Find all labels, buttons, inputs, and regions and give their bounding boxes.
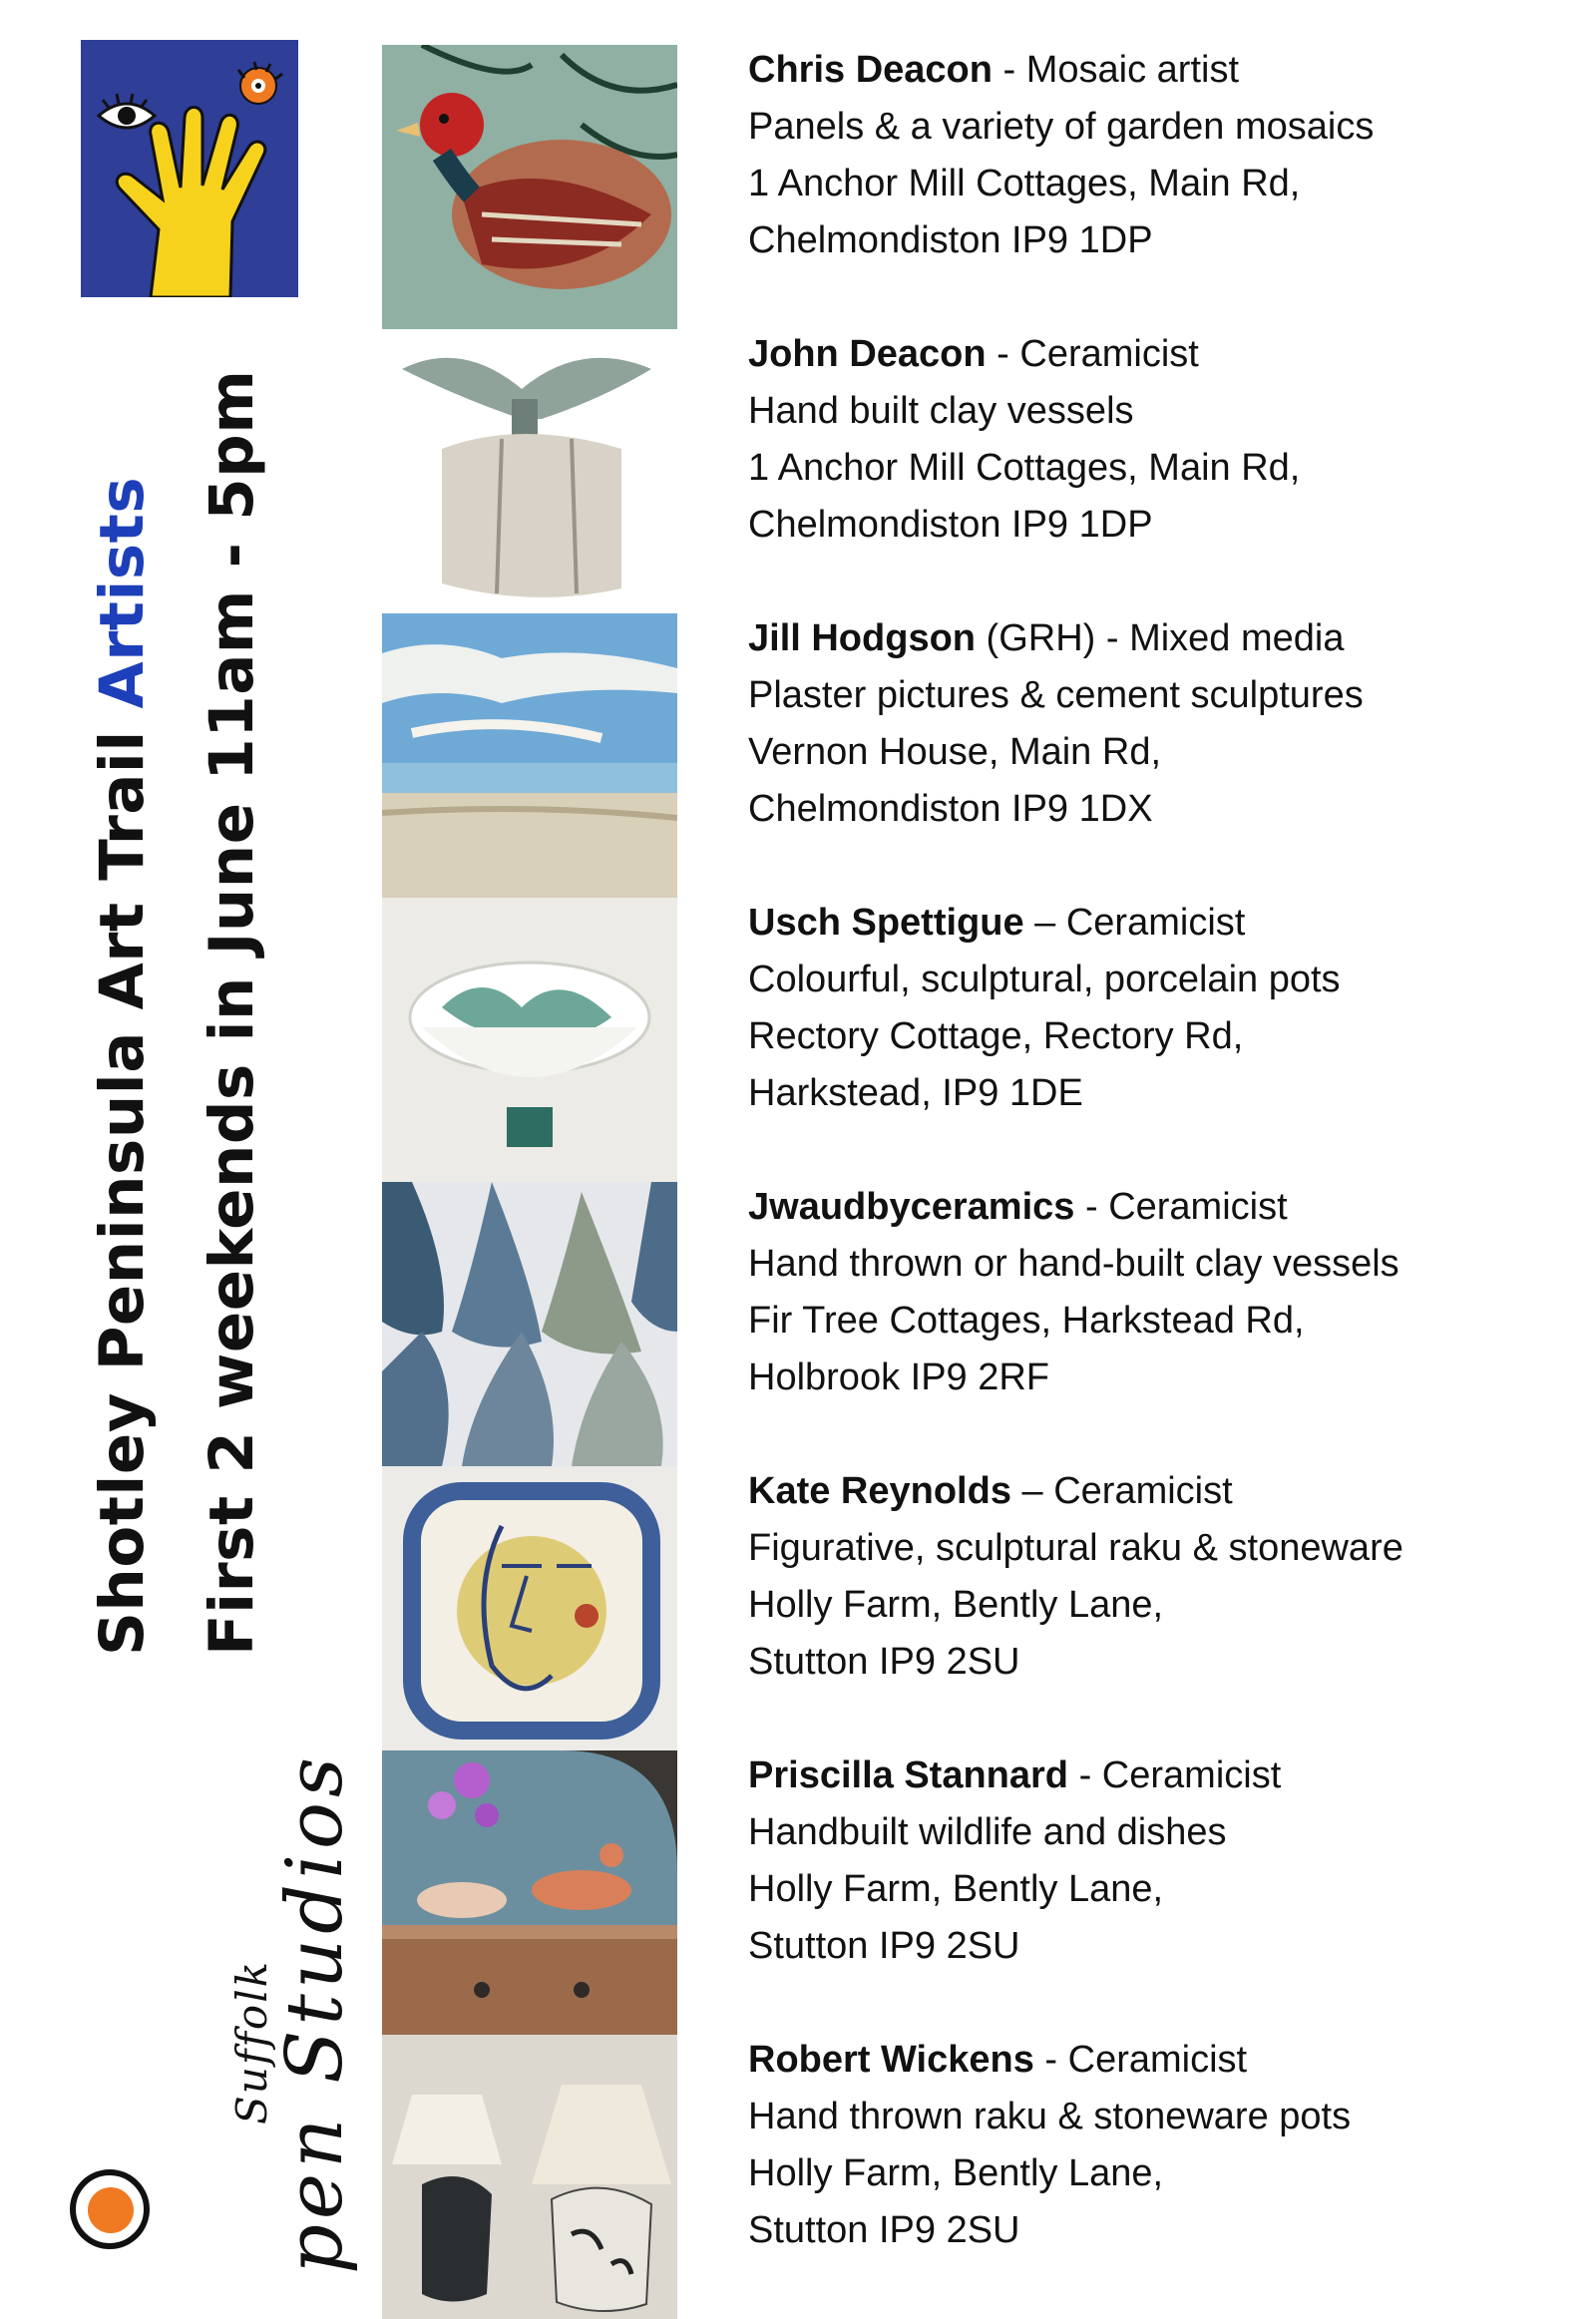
artwork-strip: [382, 45, 677, 2319]
artist-name: Jill Hodgson: [748, 617, 976, 659]
artist-postcode: Harkstead, IP9 1DE: [748, 1072, 1083, 1114]
hand-eye-icon: [81, 40, 298, 297]
artwork-mosaic-pheasant: [382, 45, 677, 329]
artist-address: Holly Farm, Bently Lane,: [748, 2152, 1164, 2194]
artist-postcode: Stutton IP9 2SU: [748, 1641, 1020, 1683]
open-studios-logo: [227, 1752, 360, 2274]
artist-description: Colourful, sculptural, porcelain pots: [748, 959, 1341, 1000]
artist-discipline: Ceramicist: [1065, 902, 1246, 944]
artist-discipline: Ceramicist: [1101, 1754, 1282, 1796]
artist-name: Chris Deacon: [748, 49, 993, 91]
studios-small-text: Suffolk: [227, 1959, 276, 2125]
artwork-face-dish: [382, 1466, 677, 1750]
artist-postcode: Chelmondiston IP9 1DP: [748, 504, 1153, 546]
artist-name: Usch Spettigue: [748, 902, 1024, 944]
artist-discipline: Ceramicist: [1108, 1186, 1288, 1228]
artist-postcode: Chelmondiston IP9 1DP: [748, 219, 1153, 261]
artist-discipline: Mosaic artist: [1025, 49, 1240, 91]
artist-discipline: Ceramicist: [1067, 2039, 1248, 2081]
artist-name: John Deacon: [748, 333, 987, 375]
artist-address: 1 Anchor Mill Cottages, Main Rd,: [748, 163, 1301, 204]
studios-big-text: pen Studios: [270, 1752, 360, 2274]
artwork-porcelain-bowl: [382, 898, 677, 1182]
artist-entry-3: Jill Hodgson (GRH) - Mixed media Plaster pictures & cement sculptures Vernon House, Main Rd, Chelmondiston IP9 1DX: [748, 610, 1566, 838]
artist-entry-7: Priscilla Stannard - Ceramicist Handbuilt wildlife and dishes Holly Farm, Bently Lane, Stutton IP9 2SU: [748, 1747, 1566, 1975]
artist-discipline: Mixed media: [1129, 617, 1345, 659]
artist-description: Hand thrown or hand-built clay vessels: [748, 1243, 1399, 1285]
artist-description: Hand thrown raku & stoneware pots: [748, 2096, 1352, 2137]
artist-postcode: Stutton IP9 2SU: [748, 2209, 1020, 2251]
artist-description: Handbuilt wildlife and dishes: [748, 1811, 1227, 1853]
title-line: Shotley Peninsula Art Trail Artists: [87, 476, 158, 1656]
artist-name: Robert Wickens: [748, 2039, 1034, 2081]
artist-entry-1: Chris Deacon - Mosaic artist Panels & a variety of garden mosaics 1 Anchor Mill Cottages, Main Rd, Chelmondiston IP9 1DP: [748, 42, 1566, 269]
artist-address: Vernon House, Main Rd,: [748, 731, 1162, 773]
art-trail-logo: [81, 40, 298, 297]
artwork-ceramic-birds: [382, 1750, 677, 2035]
artist-address: Fir Tree Cottages, Harkstead Rd,: [748, 1300, 1305, 1342]
subtitle-line: First 2 weekends in June 11am - 5pm: [197, 369, 267, 1656]
artist-description: Figurative, sculptural raku & stoneware: [748, 1527, 1403, 1569]
artist-postcode: Stutton IP9 2SU: [748, 1925, 1020, 1967]
artwork-teardrop-vessels: [382, 1182, 677, 1466]
artist-name: Priscilla Stannard: [748, 1754, 1069, 1796]
artwork-raku-lamps: [382, 2035, 677, 2319]
artist-description: Hand built clay vessels: [748, 390, 1134, 432]
artwork-clay-vessel: [382, 329, 677, 613]
artist-description: Panels & a variety of garden mosaics: [748, 106, 1375, 148]
artist-address: Holly Farm, Bently Lane,: [748, 1868, 1164, 1910]
artist-postcode: Holbrook IP9 2RF: [748, 1356, 1050, 1398]
title-accent: Artists: [87, 476, 158, 709]
artist-entry-8: Robert Wickens - Ceramicist Hand thrown raku & stoneware pots Holly Farm, Bently Lane, Stutton IP9 2SU: [748, 2032, 1566, 2259]
artist-entry-5: Jwaudbyceramics - Ceramicist Hand thrown or hand-built clay vessels Fir Tree Cottages, Harkstead Rd, Holbrook IP9 2RF: [748, 1179, 1566, 1406]
artist-entry-6: Kate Reynolds – Ceramicist Figurative, sculptural raku & stoneware Holly Farm, Bently Lane, Stutton IP9 2SU: [748, 1463, 1566, 1691]
artist-entry-2: John Deacon - Ceramicist Hand built clay vessels 1 Anchor Mill Cottages, Main Rd, Chelmondiston IP9 1DP: [748, 326, 1566, 554]
open-studios-o-icon: [70, 2169, 150, 2249]
artist-discipline: Ceramicist: [1019, 333, 1199, 375]
artwork-sky-plaster: [382, 613, 677, 898]
artist-address: Holly Farm, Bently Lane,: [748, 1584, 1164, 1626]
artist-name: Kate Reynolds: [748, 1470, 1011, 1512]
artist-name: Jwaudbyceramics: [748, 1186, 1075, 1228]
artist-entry-4: Usch Spettigue – Ceramicist Colourful, sculptural, porcelain pots Rectory Cottage, Rectory Rd, Harkstead, IP9 1DE: [748, 895, 1566, 1122]
artist-address: 1 Anchor Mill Cottages, Main Rd,: [748, 447, 1301, 489]
artist-discipline: Ceramicist: [1053, 1470, 1233, 1512]
artist-postcode: Chelmondiston IP9 1DX: [748, 788, 1153, 830]
poster-title: [87, 369, 309, 1656]
artist-address: Rectory Cottage, Rectory Rd,: [748, 1015, 1244, 1057]
artist-description: Plaster pictures & cement sculptures: [748, 674, 1364, 716]
